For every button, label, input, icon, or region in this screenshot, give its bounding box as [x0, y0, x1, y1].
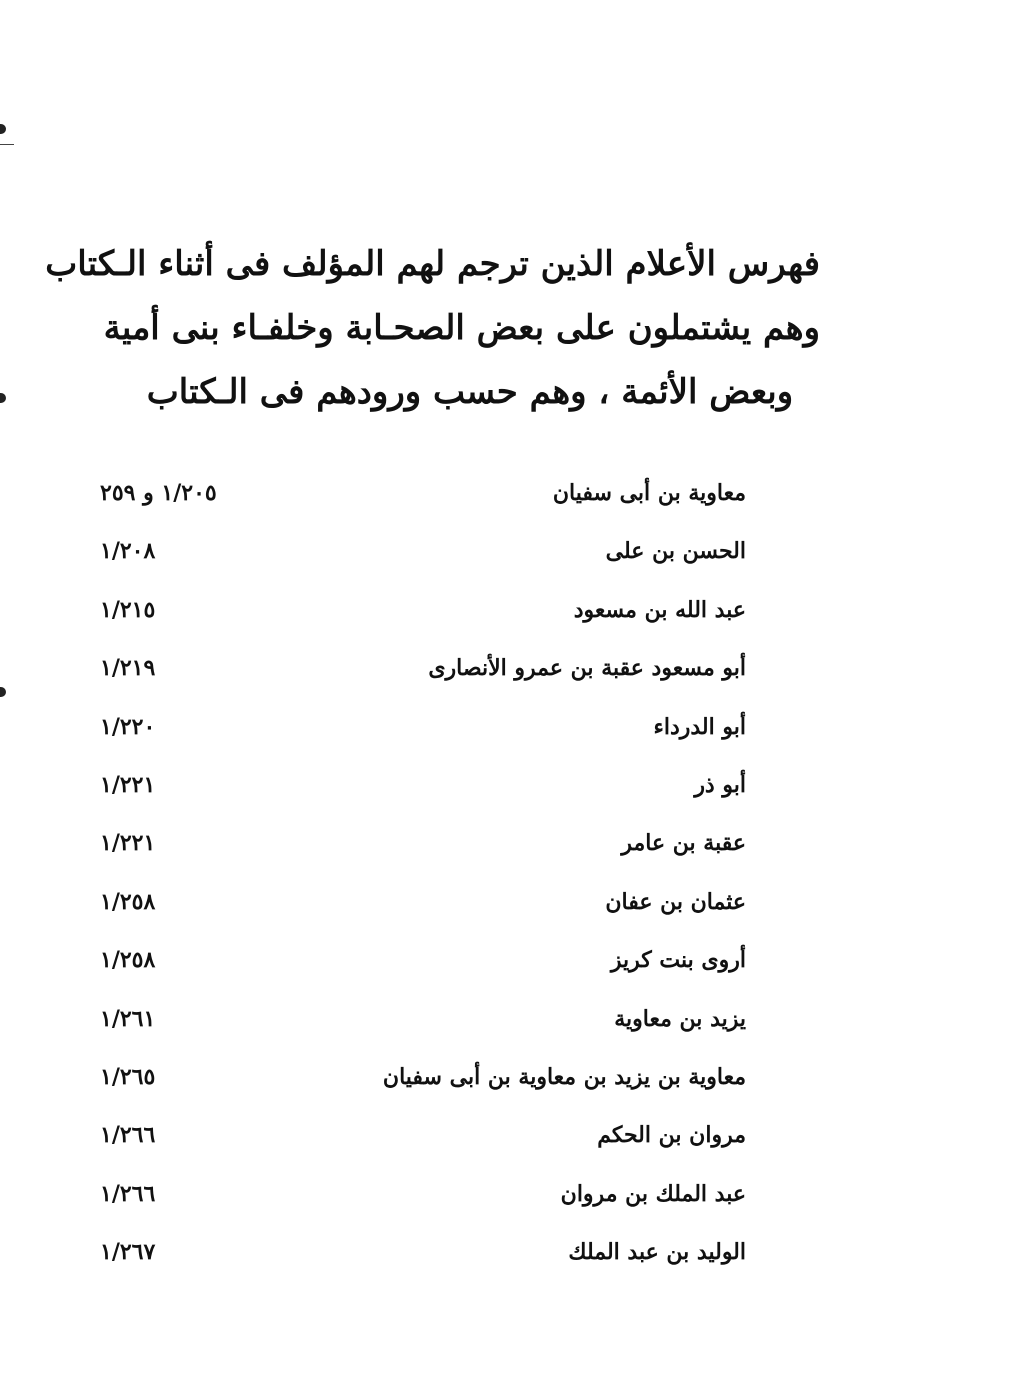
entry-name: معاوية بن أبى سفيان	[552, 480, 746, 506]
entry-page-ref: ١/٢٠٨	[100, 538, 156, 565]
entry-name: أبو مسعود عقبة بن عمرو الأنصارى	[428, 655, 746, 682]
index-entry	[100, 764, 760, 822]
entry-name: الحسن بن على	[605, 538, 746, 565]
entry-name: عقبة بن عامر	[621, 830, 746, 857]
entry-page-ref: ١/٢٦٦	[100, 1122, 156, 1149]
entry-name: الوليد بن عبد الملك	[568, 1239, 746, 1266]
entry-page-ref: ١/٢٢٠	[100, 713, 156, 740]
title-line: فهرس الأعلام الذين ترجم لهم المؤلف فى أثناء الـكتاب	[45, 244, 820, 284]
index-entry	[100, 472, 760, 530]
entry-page-ref: ١/٢٦٥	[100, 1063, 156, 1090]
entry-page-ref: ١/٢٢١	[100, 830, 156, 857]
entry-page-ref: ١/٢٦٧	[100, 1239, 156, 1266]
index-entry	[100, 1114, 760, 1172]
margin-mark	[0, 144, 14, 145]
index-entry	[100, 1173, 760, 1231]
margin-mark	[0, 124, 6, 134]
index-entry	[100, 647, 760, 705]
index-entry	[100, 530, 760, 588]
index-entry	[100, 939, 760, 997]
entry-page-ref: ١/٢٦١	[100, 1005, 156, 1032]
index-entry	[100, 706, 760, 764]
index-title	[45, 232, 820, 424]
entry-name: أبو الدرداء	[653, 713, 746, 740]
entry-page-ref: ١/٢٠٥ و ٢٥٩	[100, 480, 217, 506]
entry-name: معاوية بن يزيد بن معاوية بن أبى سفيان	[382, 1063, 746, 1090]
margin-mark	[0, 687, 6, 697]
title-line: وبعض الأئمة ، وهم حسب ورودهم فى الـكتاب	[146, 372, 794, 412]
margin-mark	[0, 393, 6, 403]
title-line: وهم يشتملون على بعض الصحـابة وخلفـاء بنى أمية	[103, 308, 820, 348]
entry-name: أروى بنت كريز	[610, 947, 746, 974]
entry-page-ref: ١/٢٥٨	[100, 888, 156, 915]
index-entry	[100, 998, 760, 1056]
entry-name: عبد الله بن مسعود	[573, 596, 746, 623]
index-entry	[100, 589, 760, 647]
entry-page-ref: ١/٢٦٦	[100, 1180, 156, 1207]
index-entry	[100, 1231, 760, 1289]
entry-name: يزيد بن معاوية	[614, 1005, 746, 1032]
entry-name: مروان بن الحكم	[597, 1122, 746, 1149]
index-entries	[100, 472, 760, 1289]
entry-name: عثمان بن عفان	[605, 888, 746, 915]
entry-name: عبد الملك بن مروان	[560, 1180, 746, 1207]
entry-page-ref: ١/٢١٩	[100, 655, 156, 682]
entry-name: أبو ذر	[694, 771, 746, 798]
index-entry	[100, 1056, 760, 1114]
entry-page-ref: ١/٢٢١	[100, 771, 156, 798]
entry-page-ref: ١/٢٥٨	[100, 947, 156, 974]
index-entry	[100, 881, 760, 939]
index-entry	[100, 822, 760, 880]
entry-page-ref: ١/٢١٥	[100, 596, 156, 623]
